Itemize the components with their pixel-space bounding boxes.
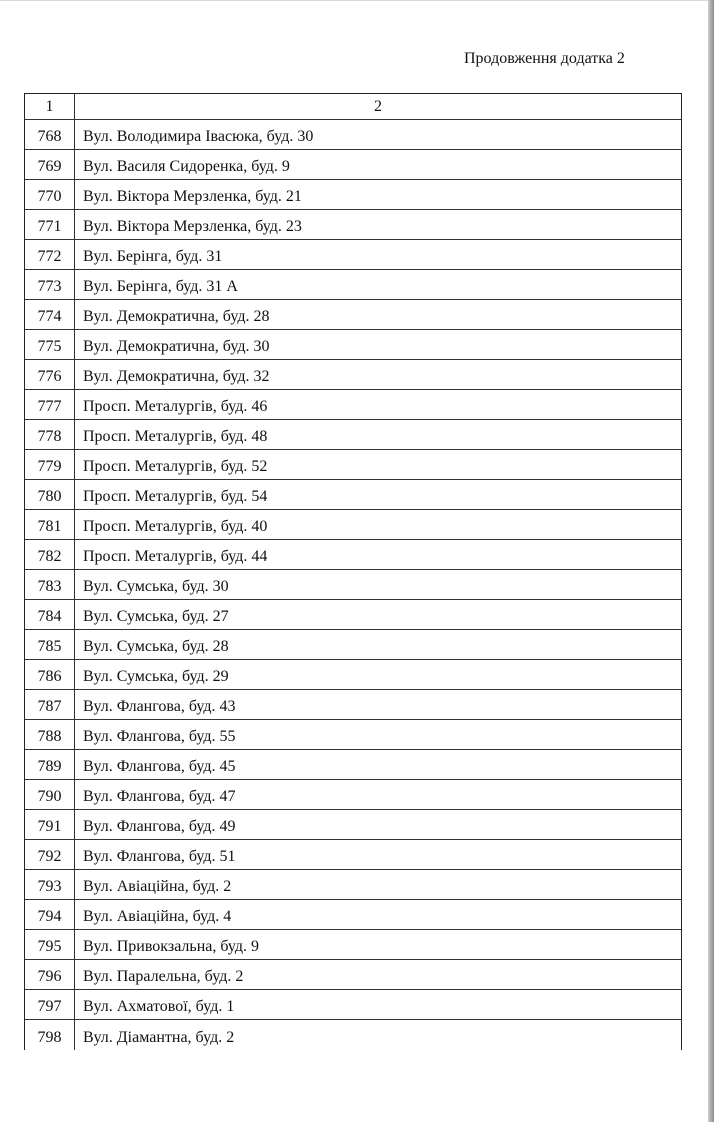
row-number: 778 bbox=[25, 420, 75, 449]
row-number: 787 bbox=[25, 690, 75, 719]
row-address: Вул. Володимира Івасюка, буд. 30 bbox=[83, 128, 314, 145]
table-row bbox=[25, 720, 681, 750]
row-number: 792 bbox=[25, 840, 75, 869]
row-number: 779 bbox=[25, 450, 75, 479]
table-row bbox=[25, 930, 681, 960]
row-address: Вул. Сумська, буд. 28 bbox=[83, 638, 229, 655]
row-number: 776 bbox=[25, 360, 75, 389]
table-row bbox=[25, 780, 681, 810]
table-row bbox=[25, 210, 681, 240]
table-row bbox=[25, 750, 681, 780]
row-address: Вул. Сумська, буд. 29 bbox=[83, 668, 229, 685]
row-number: 784 bbox=[25, 600, 75, 629]
row-number: 795 bbox=[25, 930, 75, 959]
row-number: 777 bbox=[25, 390, 75, 419]
row-address: Просп. Металургів, буд. 48 bbox=[83, 428, 268, 445]
row-number: 780 bbox=[25, 480, 75, 509]
row-address: Вул. Демократична, буд. 32 bbox=[83, 368, 270, 385]
row-address: Вул. Паралельна, буд. 2 bbox=[83, 968, 244, 985]
page-right-edge bbox=[708, 0, 714, 1122]
table-row bbox=[25, 600, 681, 630]
row-address: Просп. Металургів, буд. 54 bbox=[83, 488, 268, 505]
row-number: 783 bbox=[25, 570, 75, 599]
row-address: Просп. Металургів, буд. 40 bbox=[83, 518, 268, 535]
row-number: 771 bbox=[25, 210, 75, 239]
row-number: 770 bbox=[25, 180, 75, 209]
row-number: 774 bbox=[25, 300, 75, 329]
row-address: Вул. Сумська, буд. 30 bbox=[83, 578, 229, 595]
table-row bbox=[25, 420, 681, 450]
row-address: Вул. Авіаційна, буд. 2 bbox=[83, 878, 232, 895]
row-number: 782 bbox=[25, 540, 75, 569]
table-header-row bbox=[25, 94, 681, 120]
row-address: Вул. Привокзальна, буд. 9 bbox=[83, 938, 260, 955]
row-address: Вул. Віктора Мерзленка, буд. 23 bbox=[83, 218, 302, 235]
table-row bbox=[25, 480, 681, 510]
row-address: Вул. Флангова, буд. 43 bbox=[83, 698, 236, 715]
table-row bbox=[25, 540, 681, 570]
row-address: Просп. Металургів, буд. 44 bbox=[83, 548, 268, 565]
row-address: Просп. Металургів, буд. 52 bbox=[83, 458, 268, 475]
row-number: 798 bbox=[25, 1020, 75, 1050]
row-number: 796 bbox=[25, 960, 75, 989]
row-address: Вул. Флангова, буд. 47 bbox=[83, 788, 236, 805]
table-row bbox=[25, 450, 681, 480]
row-number: 773 bbox=[25, 270, 75, 299]
table-row bbox=[25, 270, 681, 300]
table-row bbox=[25, 630, 681, 660]
row-address: Вул. Ахматової, буд. 1 bbox=[83, 998, 235, 1015]
table-row bbox=[25, 870, 681, 900]
row-number: 794 bbox=[25, 900, 75, 929]
table-row bbox=[25, 180, 681, 210]
row-address: Вул. Василя Сидоренка, буд. 9 bbox=[83, 158, 290, 175]
row-address: Вул. Флангова, буд. 51 bbox=[83, 848, 236, 865]
table-row bbox=[25, 360, 681, 390]
row-address: Вул. Флангова, буд. 45 bbox=[83, 758, 236, 775]
row-address: Вул. Сумська, буд. 27 bbox=[83, 608, 229, 625]
table-row bbox=[25, 330, 681, 360]
table-row bbox=[25, 510, 681, 540]
table-row bbox=[25, 990, 681, 1020]
table-row bbox=[25, 150, 681, 180]
header-col-2: 2 bbox=[374, 98, 382, 115]
row-address: Вул. Флангова, буд. 55 bbox=[83, 728, 236, 745]
page-top-border bbox=[0, 0, 708, 1]
row-address: Вул. Демократична, буд. 30 bbox=[83, 338, 270, 355]
row-number: 785 bbox=[25, 630, 75, 659]
address-table bbox=[24, 93, 682, 1050]
table-row bbox=[25, 120, 681, 150]
row-address: Вул. Демократична, буд. 28 bbox=[83, 308, 270, 325]
table-row bbox=[25, 390, 681, 420]
table-row bbox=[25, 570, 681, 600]
row-number: 768 bbox=[25, 120, 75, 149]
row-address: Просп. Металургів, буд. 46 bbox=[83, 398, 268, 415]
row-address: Вул. Діамантна, буд. 2 bbox=[83, 1029, 235, 1046]
table-row bbox=[25, 900, 681, 930]
row-number: 791 bbox=[25, 810, 75, 839]
table-row bbox=[25, 960, 681, 990]
table-body bbox=[25, 120, 681, 1050]
row-address: Вул. Авіаційна, буд. 4 bbox=[83, 908, 232, 925]
document-heading: Продовження додатка 2 bbox=[464, 50, 625, 67]
table-row bbox=[25, 840, 681, 870]
row-address: Вул. Берінга, буд. 31 А bbox=[83, 278, 238, 295]
row-number: 793 bbox=[25, 870, 75, 899]
table-row bbox=[25, 1020, 681, 1050]
row-number: 769 bbox=[25, 150, 75, 179]
row-address: Вул. Віктора Мерзленка, буд. 21 bbox=[83, 188, 302, 205]
table-row bbox=[25, 300, 681, 330]
row-number: 790 bbox=[25, 780, 75, 809]
row-number: 772 bbox=[25, 240, 75, 269]
row-number: 797 bbox=[25, 990, 75, 1019]
table-row bbox=[25, 690, 681, 720]
table-row bbox=[25, 660, 681, 690]
row-number: 781 bbox=[25, 510, 75, 539]
header-col-1: 1 bbox=[25, 94, 75, 119]
row-number: 788 bbox=[25, 720, 75, 749]
row-number: 786 bbox=[25, 660, 75, 689]
table-row bbox=[25, 240, 681, 270]
row-address: Вул. Берінга, буд. 31 bbox=[83, 248, 223, 265]
row-address: Вул. Флангова, буд. 49 bbox=[83, 818, 236, 835]
row-number: 789 bbox=[25, 750, 75, 779]
table-row bbox=[25, 810, 681, 840]
row-number: 775 bbox=[25, 330, 75, 359]
